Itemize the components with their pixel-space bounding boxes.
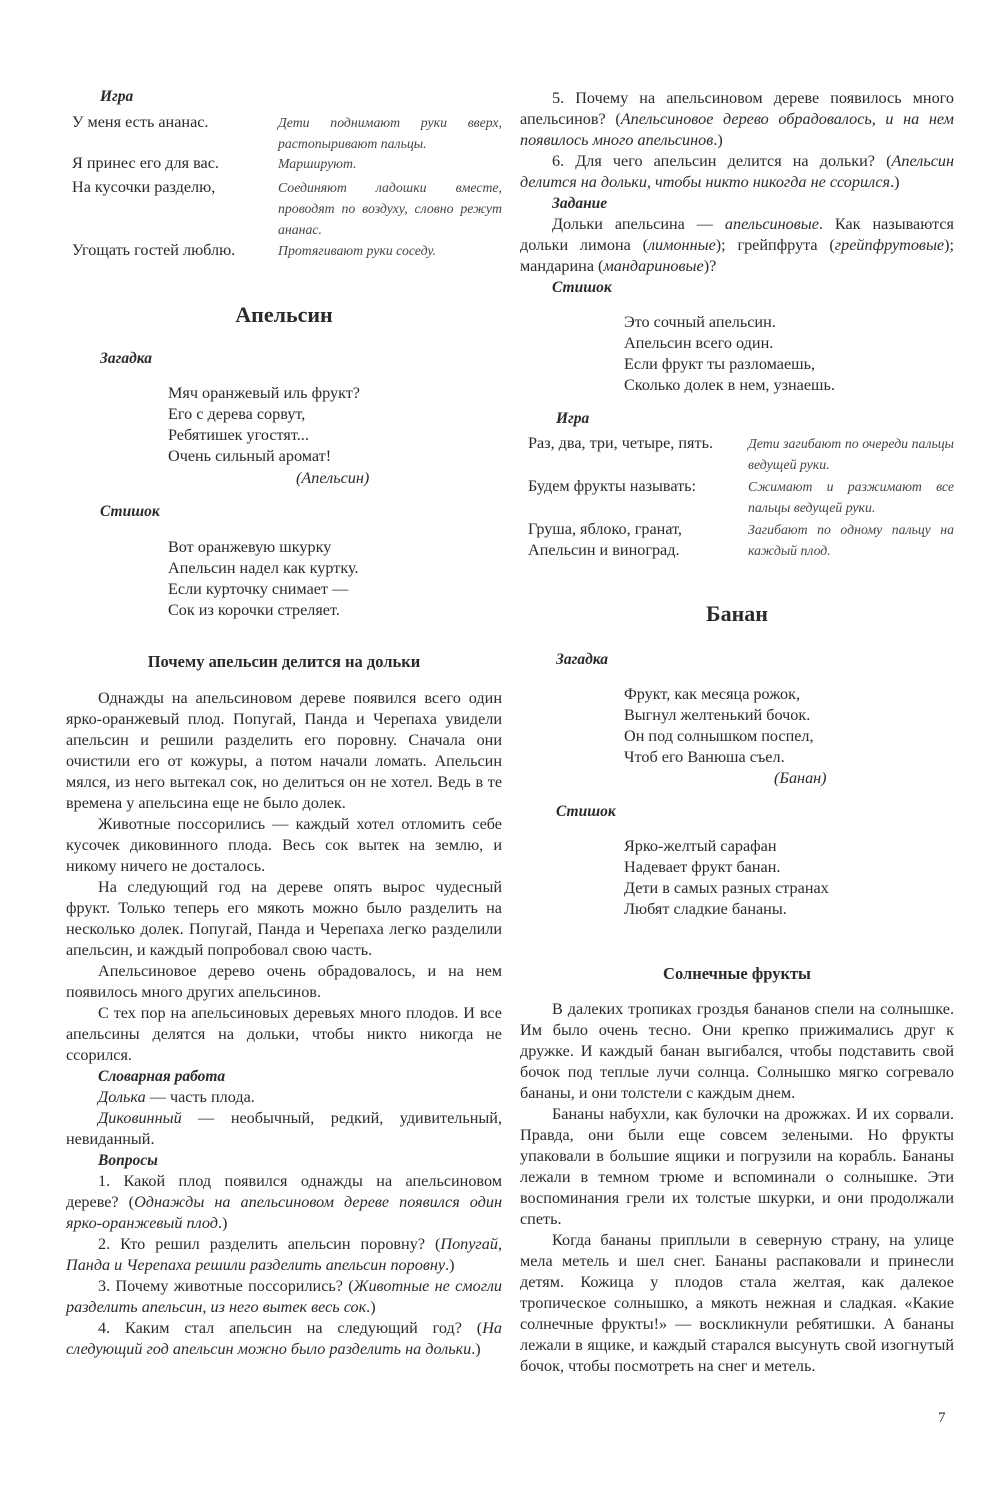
story-paragraph: Когда бананы приплыли в северную страну, на улице мела метель и шел снег. Бананы распаковали и принесли детям. Кожица у плодов стала желтая, как далекое тропическое солнышко, а мякоть нежная и сладкая. «Какие солнечные фрукты!» — воскликнули ребятишки. А бананы лежали в ящике, и каждый старался высунуть свой изогнутый бочок, чтобы посмотреть на снег и метель.	[520, 1231, 954, 1375]
task-part: . Как называются дольки лимона (	[520, 215, 954, 254]
riddle-line: Его с дерева сорвут,	[168, 405, 306, 423]
poem2-heading: Стишок	[552, 279, 612, 296]
question-text: 6. Для чего апельсин делится на дольки? (	[552, 152, 892, 170]
question-end: .)	[366, 1298, 376, 1316]
game1-action: Соединяют ладошки вместе, проводят по воздуху, словно режут ананас.	[278, 180, 502, 237]
vocab-heading: Словарная работа	[98, 1068, 226, 1085]
question-answer: Апельсин делится на дольки, чтобы никто никогда не ссорился	[520, 152, 954, 191]
story-paragraph: Апельсиновое дерево очень обрадовалось, и на нем появилось много других апельсинов.	[66, 962, 502, 1001]
question-end: .)	[713, 131, 723, 149]
game2-line: Раз, два, три, четыре, пять.	[528, 434, 714, 452]
question	[520, 151, 954, 193]
riddle-line: Мяч оранжевый иль фрукт?	[168, 384, 360, 402]
orange-title: Апельсин	[235, 302, 333, 327]
riddle-line: Очень сильный аромат!	[168, 447, 332, 465]
poem-line: Любят сладкие бананы.	[624, 900, 787, 918]
question-end: .)	[471, 1340, 481, 1358]
vocab-term: Диковинный	[98, 1109, 182, 1127]
story-paragraph: Бананы набухли, как булочки на дрожжах. И их сорвали. Правда, они были еще совсем зелеными. Но фрукты упаковали в большие ящики и погрузили на корабль. Бананы лежали в темном трюме и вспоминали о солнышке. Эти воспоминания грели их толстые шкурки, и они продолжали спеть.	[520, 1105, 954, 1228]
riddle-line: Фрукт, как месяца рожок,	[624, 685, 801, 703]
vocab-term: Долька	[98, 1088, 146, 1106]
game2-row	[528, 476, 954, 520]
banana-poem	[624, 836, 829, 920]
story-body	[66, 688, 502, 1360]
riddle-line: Ребятишек угостят...	[168, 426, 309, 444]
story-paragraph: В далеких тропиках гроздья бананов спели на солнышке. Им было очень тесно. Они крепко прижимались друг к дружке. И каждый банан выгибался, чтобы подставить свой бочок под теплые лучи солнца. Солнышко мягко согревало бананы, и они толстели с каждым днем.	[520, 1000, 954, 1102]
poem-line: Ярко-желтый сарафан	[624, 837, 777, 855]
question-end: .)	[890, 173, 900, 191]
poem-line: Апельсин всего один.	[624, 334, 774, 352]
game1-line: На кусочки разделю,	[72, 178, 216, 196]
question-answer: Попугай, Панда и Черепаха решили разделить апельсин поровну	[66, 1235, 502, 1274]
story2-body	[520, 999, 954, 1377]
poem-line: Сколько долек в нем, узнаешь.	[624, 376, 835, 394]
question	[66, 1171, 502, 1234]
banana-riddle	[624, 684, 814, 768]
vocab-def: — часть плода.	[145, 1088, 255, 1106]
riddle-line: Выгнул желтенький бочок.	[624, 706, 811, 724]
task-word: грейпфрутовые	[834, 236, 945, 254]
task-word: мандариновые	[603, 257, 704, 275]
questions-heading: Вопросы	[98, 1152, 158, 1169]
story-paragraph: На следующий год на дереве опять вырос чудесный фрукт. Только теперь его мякоть можно было разделить на несколько долек. Попугай, Панда и Черепаха легко разделили апельсин, и каждый попробовал свою часть.	[66, 878, 502, 959]
task-heading: Задание	[552, 195, 608, 212]
poem-line: Сок из корочки стреляет.	[168, 601, 340, 619]
question-answer: Однажды на апельсиновом дереве появился один ярко-оранжевый плод	[66, 1193, 502, 1232]
poem-line: Вот оранжевую шкурку	[168, 538, 332, 556]
game1-action: Маршируют.	[278, 156, 357, 171]
game1-line: Угощать гостей люблю.	[72, 241, 236, 259]
story-title: Почему апельсин делится на дольки	[147, 652, 421, 671]
poem-line: Апельсин надел как куртку.	[168, 559, 359, 577]
banana-title: Банан	[706, 601, 768, 626]
game1-line: Я принес его для вас.	[72, 154, 219, 172]
question	[520, 88, 954, 151]
game2-line: Груша, яблоко, гранат,	[528, 520, 682, 538]
game1-row	[72, 112, 502, 156]
riddle-heading: Загадка	[100, 350, 153, 367]
riddle-answer: (Банан)	[774, 769, 827, 787]
question-answer: Животные не смогли разделить апельсин, из него вытек весь сок	[66, 1277, 502, 1316]
question-end: .)	[445, 1256, 455, 1274]
game1-action: Протягивают руки соседу.	[278, 243, 437, 258]
task-text	[520, 214, 954, 277]
question	[66, 1276, 502, 1318]
poem-line: Если курточку снимает —	[168, 580, 349, 598]
game2-action: Сжимают и разжимают все пальцы ведущей руки.	[748, 479, 954, 515]
question-text: 1. Какой плод появился однажды на апельсиновом дереве? (	[66, 1172, 502, 1211]
question	[66, 1234, 502, 1276]
game2-action: Загибают по одному пальцу на каждый плод.	[748, 522, 954, 558]
game1-row	[72, 240, 502, 262]
game1-action: Дети поднимают руки вверх, растопыривают пальцы.	[278, 115, 502, 151]
game2-line: Апельсин и виноград.	[528, 541, 680, 559]
task-word: лимонные	[647, 236, 716, 254]
question	[66, 1318, 502, 1360]
poem-line: Надевает фрукт банан.	[624, 858, 781, 876]
question-answer: На следующий год апельсин можно было разделить на дольки	[66, 1319, 502, 1358]
riddle-answer: (Апельсин)	[296, 469, 370, 487]
question-text: 5. Почему на апельсиновом дереве появилось много апельсинов? (	[520, 89, 954, 128]
task-part: ); грейпфрута (	[715, 236, 835, 254]
poem-line: Дети в самых разных странах	[624, 879, 829, 897]
vocab-entry	[66, 1087, 502, 1108]
task-part: )?	[703, 257, 717, 275]
vocab-def: — необычный, редкий, удивительный, невиданный.	[66, 1109, 502, 1148]
story2-title: Солнечные фрукты	[663, 964, 811, 983]
question-text: 2. Кто решил разделить апельсин поровну? (	[98, 1235, 441, 1253]
game2-action: Дети загибают по очереди пальцы ведущей руки.	[748, 436, 954, 472]
orange-poem-2	[624, 312, 835, 396]
orange-poem	[168, 537, 359, 621]
question-answer: Апельсиновое дерево обрадовалось, и на нем появилось много апельсинов	[520, 110, 955, 149]
game2-row	[528, 519, 954, 563]
game2-heading: Игра	[556, 410, 590, 427]
story-paragraph: С тех пор на апельсиновых деревьях много плодов. И все апельсины делятся на дольки, чтобы никто никогда не ссорился.	[66, 1004, 502, 1064]
game1-row	[72, 177, 502, 241]
task-part: Дольки апельсина —	[552, 215, 725, 233]
orange-riddle	[168, 383, 360, 467]
game2-row	[528, 433, 954, 477]
riddle-line: Чтоб его Ванюша съел.	[624, 748, 785, 766]
poem-heading: Стишок	[100, 503, 160, 520]
task-part: ); мандарина (	[520, 236, 954, 275]
task-word: апельсиновые	[724, 215, 819, 233]
questions-continued	[520, 88, 954, 298]
game1-line: У меня есть ананас.	[72, 113, 209, 131]
story-paragraph: Животные поссорились — каждый хотел отломить себе кусочек диковинного плода. Весь сок вытек на землю, и никому ничего не досталось.	[66, 815, 502, 875]
game1-heading: Игра	[100, 88, 134, 105]
game2-line: Будем фрукты называть:	[528, 477, 697, 495]
poem-heading: Стишок	[556, 803, 616, 820]
poem-line: Это сочный апельсин.	[624, 313, 776, 331]
vocab-entry	[66, 1108, 502, 1150]
game1-row	[72, 153, 502, 175]
question-end: .)	[217, 1214, 228, 1232]
question-text: 3. Почему животные поссорились? (	[98, 1277, 354, 1295]
riddle-line: Он под солнышком поспел,	[624, 727, 814, 745]
story-paragraph: Однажды на апельсиновом дереве появился всего один ярко-оранжевый плод. Попугай, Панда и Черепаха увидели апельсин и решили разделить его поровну. Сначала они очистили его от кожуры, а потом начали ломать. Апельсин мялся, из него вытекал сок, но делиться он не хотел. Ведь в те времена у апельсина еще не было долек.	[66, 689, 502, 812]
page-number: 7	[938, 1410, 946, 1426]
riddle-heading: Загадка	[556, 651, 609, 668]
question-text: 4. Каким стал апельсин на следующий год? (	[98, 1319, 483, 1337]
poem-line: Если фрукт ты разломаешь,	[624, 355, 816, 373]
